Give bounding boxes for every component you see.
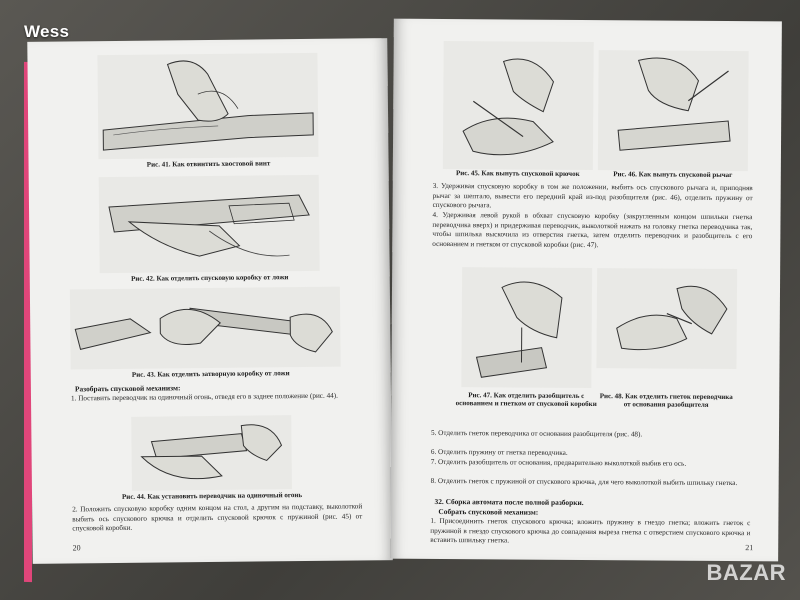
right-paragraph-3: 3. Удерживая спусковую коробку в том же положении, выбить ось спускового рычага и, приподняв рычаг за шептало, вывести его передний край из-под разобщителя (рис. 46), отделить пружину от спускового рычага.: [432, 181, 753, 210]
left-paragraph-1: 1. Поставить переводчик на одиночный огонь, отведя его в заднее положение (рис. 44).: [70, 391, 338, 403]
figure-45-caption: Рис. 45. Как вынуть спусковой крючок: [455, 169, 580, 178]
right-paragraph-9: 1. Присоединить гнеток спускового крючка; вложить пружину в гнездо гнетка; вложить гнеток с пружиной в гнездо спускового крючка до совпадения выреза гнетка с отверстием спускового крючка и вставить шпильку гнетка.: [430, 516, 751, 545]
right-page: [390, 19, 782, 562]
figure-44-caption: Рис. 44. Как установить переводчик на одиночный огонь: [121, 491, 303, 501]
figure-47-caption: Рис. 47. Как отделить разобщитель с основанием и гнетком от спусковой коробки: [455, 391, 597, 409]
figure-48-caption: Рис. 48. Как отделить гнеток переводчика от основания разобщителя: [599, 392, 733, 409]
figure-43-illustration: [70, 287, 341, 370]
wess-watermark-logo: Wess: [24, 22, 70, 41]
figure-46-caption: Рис. 46. Как вынуть спусковой рычаг: [613, 170, 733, 180]
figure-48-illustration: [596, 268, 737, 369]
figure-46-illustration: [598, 50, 749, 171]
left-page: [27, 38, 392, 564]
trigger-box-removal-drawing: [99, 175, 320, 273]
right-page-number: 21: [745, 543, 754, 553]
right-subheading: Собрать спусковой механизм:: [438, 506, 539, 517]
right-paragraph-4: 4. Удерживая левой рукой в обхват спусковую коробку (закругленным концом шпильки гнетка переводчика вверх) и придерживая переводчик, выколоткой нажать на головку гнетка переводчика так, чтобы шпилька выскочила из отверстия гнетка, затем отделить переводчик и разобщитель с его основанием и гнетком от спусковой коробки (рис. 47).: [432, 210, 753, 249]
figure-44-illustration: [131, 415, 292, 491]
rifle-tail-screw-drawing: [97, 53, 318, 159]
figure-41-caption: Рис. 41. Как отвинтить хвостовой винт: [146, 159, 271, 169]
disconnector-removal-drawing: [461, 267, 592, 388]
right-paragraph-7: 7. Отделить разобщитель от основания, предварительно выколоткой выбив его ось.: [430, 457, 687, 468]
figure-43-caption: Рис. 43. Как отделить затворную коробку от ложи: [131, 369, 290, 379]
left-paragraph-2: 2. Положить спусковую коробку одним концом на стол, а другим на подставку, выколоткой выбить ось спускового крючка и отделить спусковой крючок с пружиной (рис. 45) от спусковой коробки.: [72, 502, 363, 533]
right-paragraph-5: 5. Отделить гнеток переводчика от основания разобщителя (рис. 48).: [430, 428, 643, 439]
figure-47-illustration: [461, 267, 592, 388]
right-paragraph-8: 8. Отделить гнеток с пружиной от спускового крючка, для чего выколоткой выбить шпильку гнетка.: [430, 476, 738, 488]
bazar-watermark-logo: BAZAR: [706, 560, 786, 585]
left-section-heading: Разобрать спусковой механизм:: [74, 383, 181, 394]
right-section-heading: 32. Сборка автомата после полной разборки.: [434, 496, 584, 507]
fire-selector-drawing: [131, 415, 292, 491]
figure-45-illustration: [443, 41, 594, 170]
trigger-removal-drawing: [443, 41, 594, 170]
receiver-removal-drawing: [70, 287, 341, 370]
selector-catch-drawing: [596, 268, 737, 369]
figure-42-illustration: [99, 175, 320, 273]
right-paragraph-6: 6. Отделить пружину от гнетка переводчика.: [430, 447, 568, 457]
figure-42-caption: Рис. 42. Как отделить спусковую коробку от ложи: [131, 273, 289, 283]
trigger-lever-drawing: [598, 50, 749, 171]
left-page-number: 20: [72, 543, 81, 553]
figure-41-illustration: [97, 53, 318, 159]
